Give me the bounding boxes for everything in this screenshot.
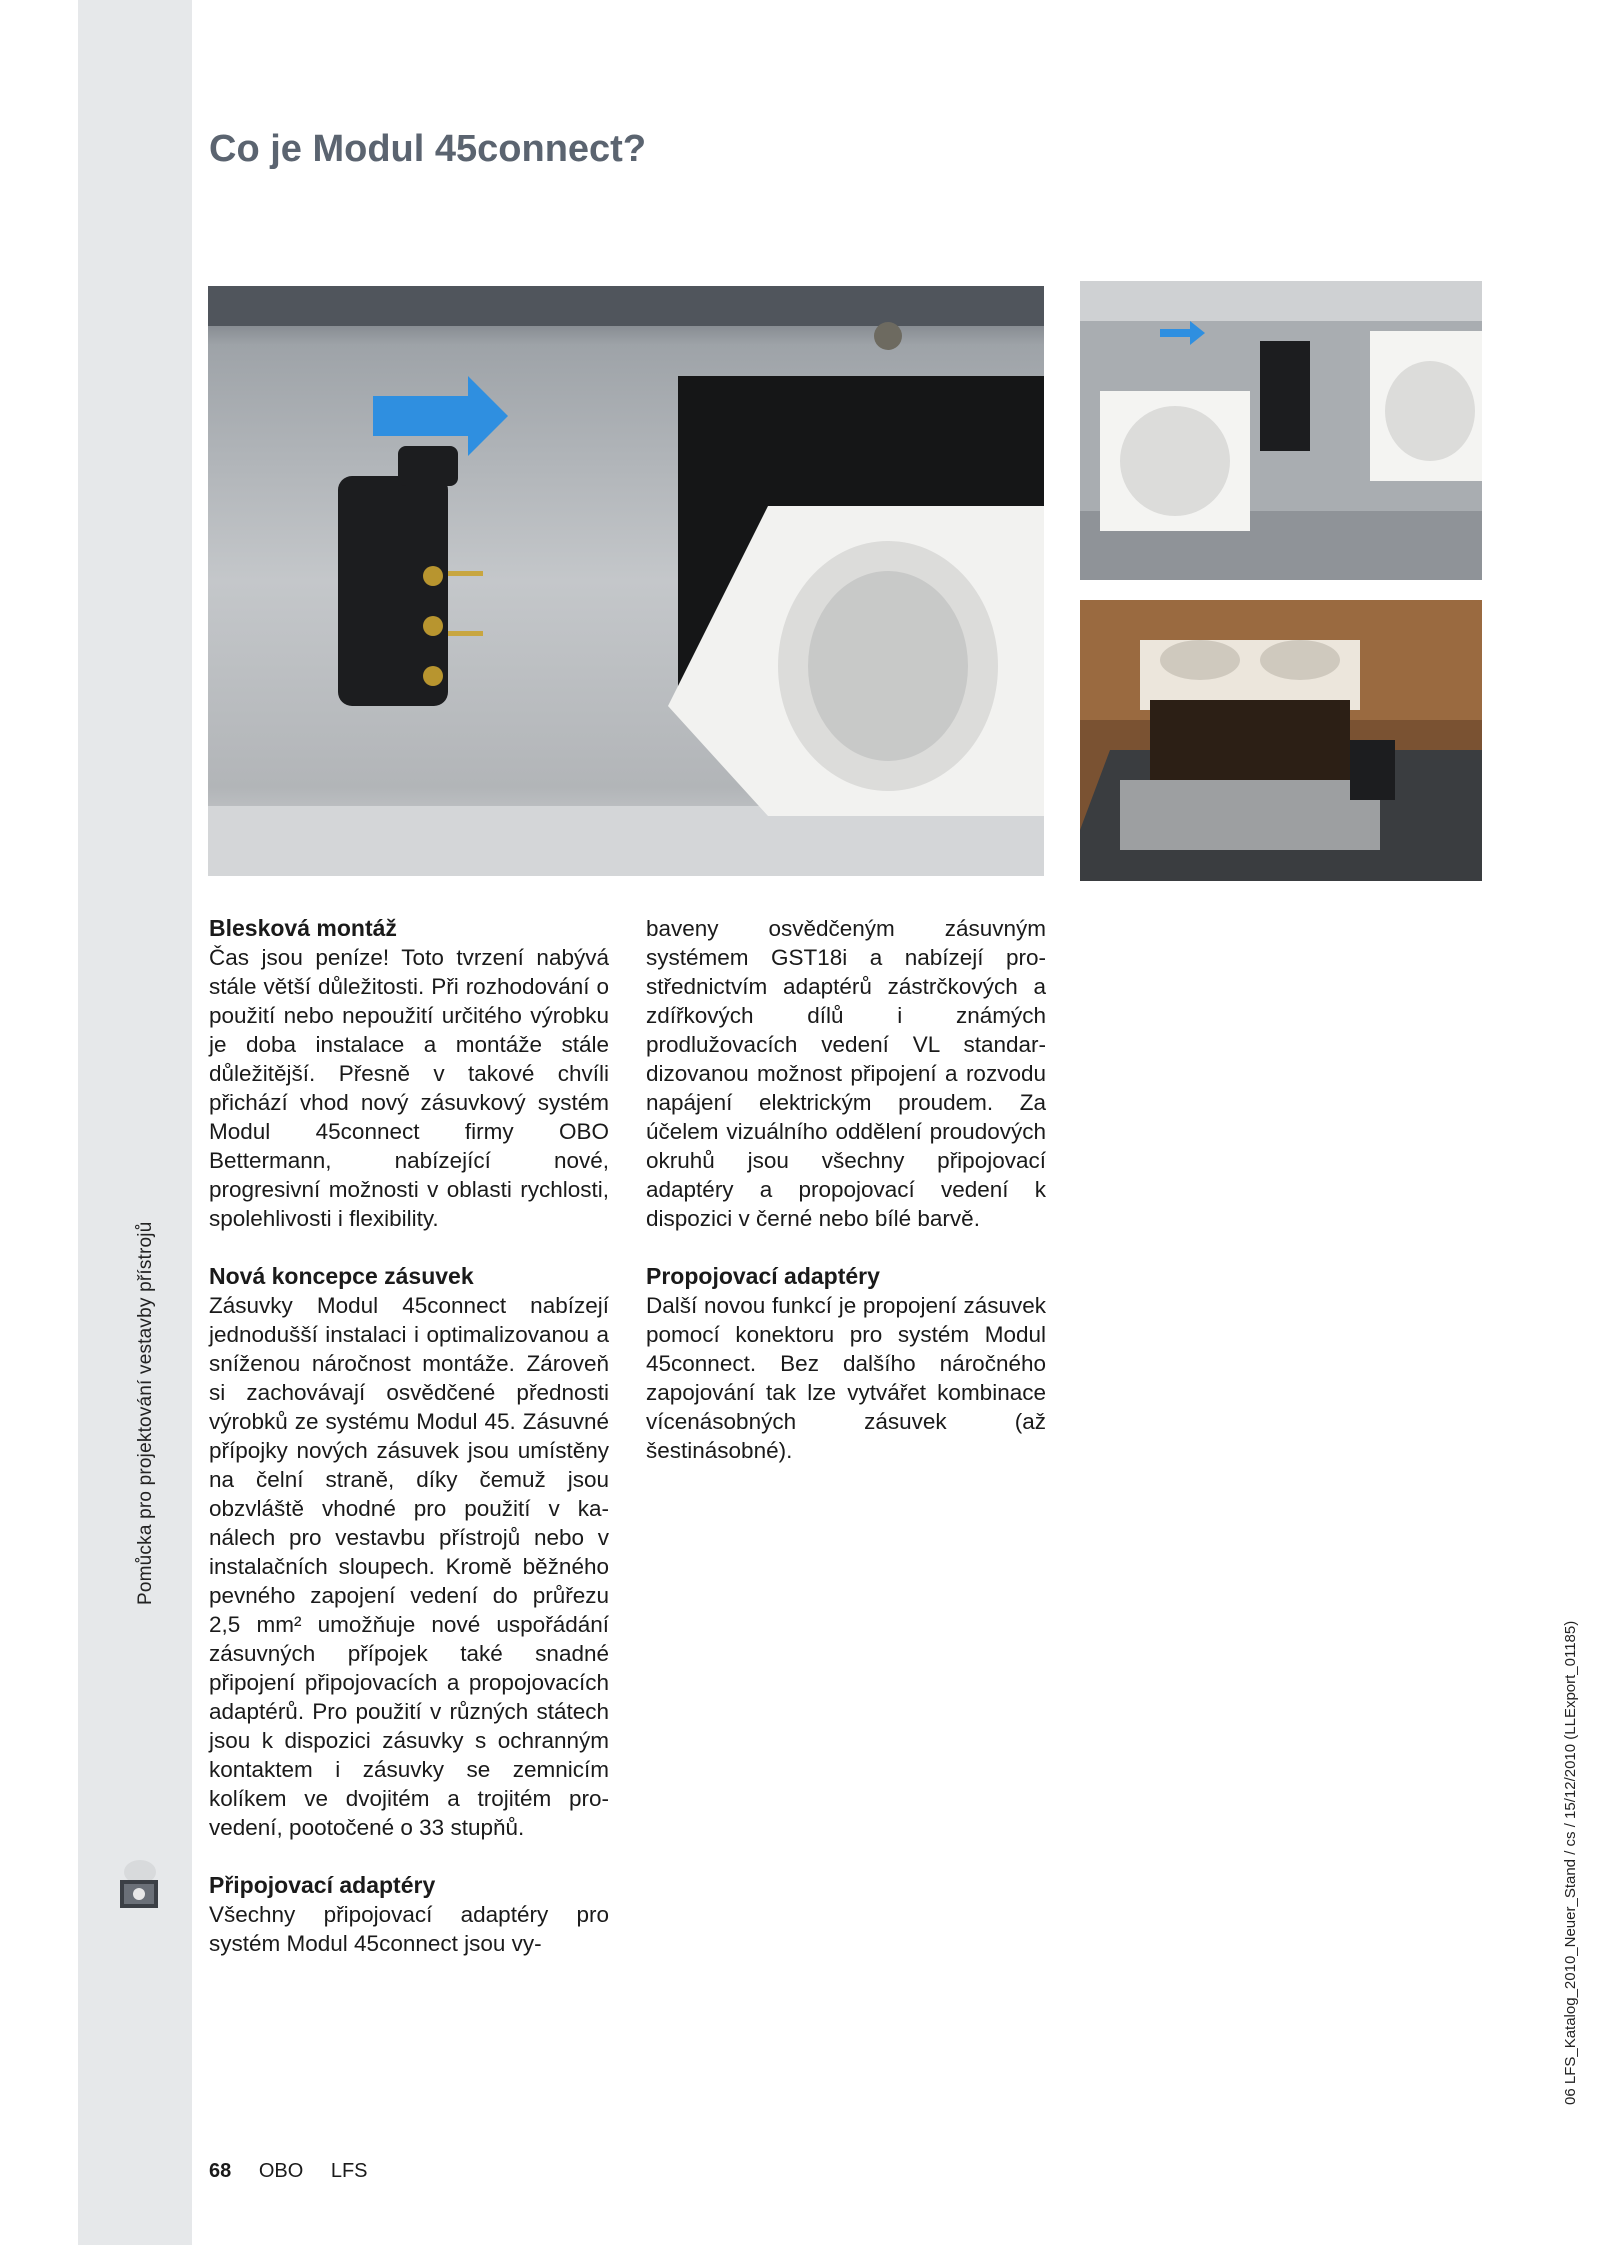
section-bleskova-montaz — [209, 914, 609, 1233]
sidebar-label: Pomůcka pro projektování vestavby přístrojů — [135, 1221, 156, 1605]
section-heading: Připojovací adaptéry — [209, 1872, 436, 1898]
section-body: Čas jsou peníze! Toto tvrzení nabývá stále větší důležitosti. Při rozhodování o použití nebo nepoužití určitého výrobku je doba instalace a montáže stále důležitější. Přesně v takové chvíli přichází vhod nový zásuvkový systém Modul 45connect firmy OBO Bettermann, nabízející nové, progresivní možnosti v oblasti rychlosti, spolehlivosti i flexibility. — [209, 945, 609, 1231]
footer-brand: OBO — [258, 2160, 304, 2182]
section-body: baveny osvědčeným zásuvným systémem GST18i a nabízejí prostřednictvím adaptérů zástrčkových a zdířkových dílů i známých prodlužovacích vedení VL standardizovanou možnost připojení a rozvodu napájení elektrickým proudem. Za účelem vizuálního oddělení proudových okruhů jsou všechny připojovací adaptéry a propojovací vedení k dispozici v černé nebo bílé barvě. — [646, 916, 1046, 1231]
text-column-left — [209, 914, 609, 1987]
section-body: Další novou funkcí je propojení zásuvek pomocí konektoru pro systém Modul 45connect. Bez dalšího náročného zapojování tak lze vytvářet kombinace vícenásobných zásuvek (až šestinásobné). — [646, 1293, 1046, 1463]
section-heading: Propojovací adaptéry — [646, 1263, 880, 1289]
section-pripojovaci-adaptery-continued — [646, 914, 1046, 1233]
page-footer — [209, 2160, 390, 2183]
page-title: Co je Modul 45connect? — [209, 128, 647, 170]
section-heading: Blesková montáž — [209, 915, 397, 941]
text-column-right — [646, 914, 1046, 1494]
footer-section: LFS — [330, 2160, 368, 2182]
section-nova-koncepce — [209, 1262, 609, 1842]
section-propojovaci-adaptery — [646, 1262, 1046, 1465]
page-number: 68 — [209, 2160, 232, 2182]
section-heading: Nová koncepce zásuvek — [209, 1263, 474, 1289]
connector-and-socket-on-rail-photo — [208, 286, 1044, 876]
socket-module-on-floor-box-photo — [1080, 600, 1482, 881]
section-pripojovaci-adaptery — [209, 1871, 609, 1958]
sockets-on-rail-photo — [1080, 281, 1482, 580]
section-body: Všechny připojovací adaptéry pro systém Modul 45connect jsou vy- — [209, 1902, 609, 1956]
document-reference: 06 LFS_Katalog_2010_Neuer_Stand / cs / 15/12/2010 (LLExport_01185) — [1562, 1620, 1579, 2105]
section-body: Zásuvky Modul 45connect nabízejí jednodušší instalaci i optimalizovanou a sníženou náročnost montáže. Zároveň si zachovávají osvědčené přednosti výrobků ze systému Modul 45. Zásuvné přípojky nových zásuvek jsou umístěny na čelní straně, díky čemuž jsou obzvláště vhodné pro použití v kanálech pro vestavbu přístrojů nebo v instalačních sloupech. Kromě běžného pevného zapojení vedení do průřezu 2,5 mm² umožňuje nové uspořádání zásuvných přípojek také snadné připojení připojovacích a propojovacích adaptérů. Pro použití v různých státech jsou k dispozici zásuvky s ochranným kontaktem i zásuvky se zemnicím kolíkem ve dvojitém a trojitém provedení, pootočené o 33 stupňů. — [209, 1293, 609, 1840]
floor-socket-icon — [116, 1858, 162, 1910]
